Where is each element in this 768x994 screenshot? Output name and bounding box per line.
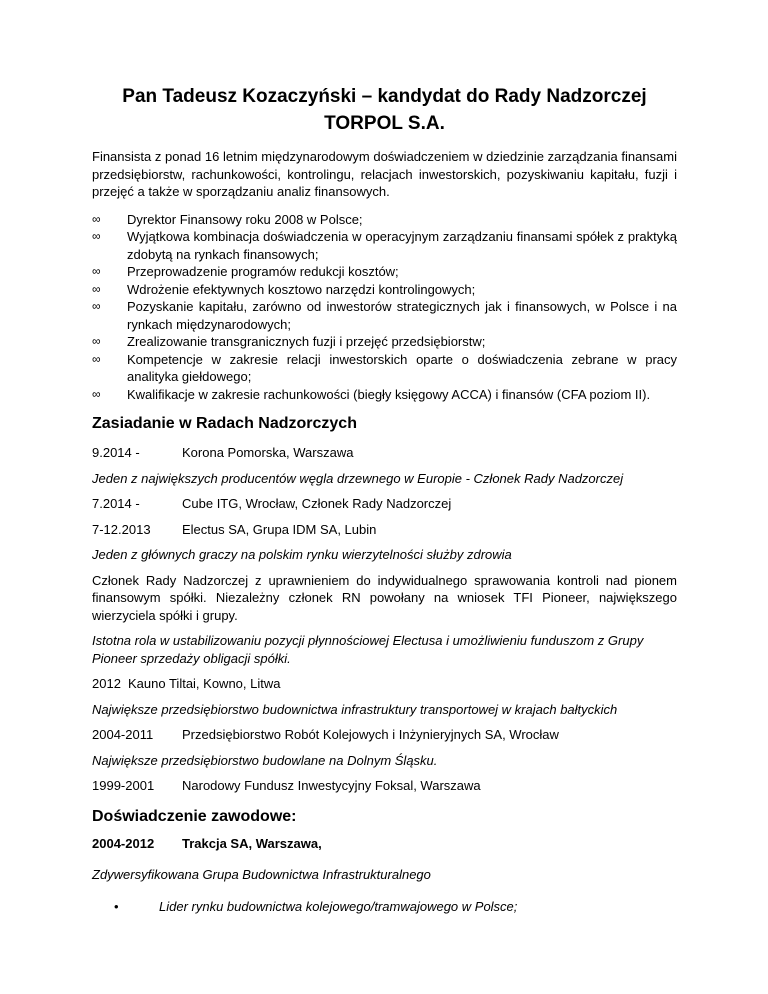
qualification-text: Przeprowadzenie programów redukcji kosztów;	[127, 264, 399, 279]
experience-bullet	[92, 898, 677, 916]
board-date: 2004-2011	[92, 727, 154, 742]
board-date: 7.2014 -	[92, 496, 140, 511]
board-description: Członek Rady Nadzorczej z uprawnieniem do indywidualnego sprawowania kontroli nad pionem finansowym spółki. Niezależny członek RN powołany na wniosek TFI Pioneer, największego wierzyciela spółki i grupy.	[92, 572, 677, 623]
infinity-bullet-icon: ∞	[92, 386, 101, 401]
qualification-text: Dyrektor Finansowy roku 2008 w Polsce;	[127, 211, 363, 227]
board-entry	[92, 444, 677, 462]
infinity-bullet-icon: ∞	[92, 264, 101, 278]
qualification-text: Wyjątkowa kombinacja doświadczenia w operacyjnym zarządzaniu finansami spółek z praktyką zdobytą na rynkach finansowych;	[127, 229, 677, 262]
qualification-item	[92, 281, 677, 299]
board-note: Jeden z największych producentów węgla drzewnego w Europie - Członek Rady Nadzorczej	[92, 470, 624, 486]
board-company: Cube ITG, Wrocław, Członek Rady Nadzorczej	[182, 496, 452, 511]
board-entry	[92, 495, 677, 513]
qualifications-list	[92, 211, 677, 404]
infinity-bullet-icon: ∞	[92, 281, 101, 296]
board-date: 7-12.2013	[92, 521, 151, 537]
board-entry	[92, 521, 677, 539]
qualification-text: Kompetencje w zakresie relacji inwestorskich oparte o doświadczenia zebrane w pracy analityka giełdowego;	[127, 351, 677, 384]
qualification-item	[92, 211, 677, 229]
experience-entry	[92, 835, 677, 853]
board-company: Electus SA, Grupa IDM SA, Lubin	[182, 521, 377, 537]
qualification-item	[92, 263, 677, 281]
qualification-item	[92, 386, 677, 404]
qualification-text: Kwalifikacje w zakresie rachunkowości (biegły księgowy ACCA) i finansów (CFA poziom II).	[127, 386, 651, 402]
board-note: Jeden z głównych graczy na polskim rynku wierzytelności służby zdrowia	[92, 547, 512, 562]
board-entry	[92, 777, 677, 795]
document-title: Pan Tadeusz Kozaczyński – kandydat do Rady Nadzorczej TORPOL S.A.	[122, 86, 647, 134]
experience-bullet-text: Lider rynku budownictwa kolejowego/tramwajowego w Polsce;	[159, 898, 518, 914]
board-company: Narodowy Fundusz Inwestycyjny Foksal, Warszawa	[182, 778, 481, 793]
qualification-item	[92, 298, 677, 333]
infinity-bullet-icon: ∞	[92, 211, 101, 226]
infinity-bullet-icon: ∞	[92, 299, 101, 313]
board-note: Istotna rola w ustabilizowaniu pozycji płynnościowej Electusa i umożliwieniu funduszom z Grupy Pioneer sprzedaży obligacji spółki.	[92, 633, 644, 666]
infinity-bullet-icon: ∞	[92, 351, 101, 366]
qualification-item	[92, 228, 677, 263]
qualification-text: Wdrożenie efektywnych kosztowo narzędzi kontrolingowych;	[127, 281, 476, 297]
infinity-bullet-icon: ∞	[92, 229, 101, 243]
experience-company: Trakcja SA, Warszawa,	[182, 835, 322, 851]
experience-heading: Doświadczenie zawodowe:	[92, 807, 297, 825]
board-company: Przedsiębiorstwo Robót Kolejowych i Inżynieryjnych SA, Wrocław	[182, 727, 559, 742]
board-entry	[92, 675, 677, 693]
qualification-item	[92, 333, 677, 351]
document-content	[92, 83, 677, 915]
board-note: Największe przedsiębiorstwo budownictwa infrastruktury transportowej w krajach bałtyckich	[92, 701, 618, 717]
qualification-text: Pozyskanie kapitału, zarówno od inwestorów strategicznych jak i finansowych, w Polsce i na rynkach międzynarodowych;	[127, 299, 677, 332]
boards-heading: Zasiadanie w Radach Nadzorczych	[92, 415, 357, 432]
board-date: 1999-2001	[92, 778, 155, 793]
infinity-bullet-icon: ∞	[92, 334, 101, 348]
qualification-item	[92, 351, 677, 386]
board-company: Korona Pomorska, Warszawa	[182, 445, 354, 460]
board-note: Największe przedsiębiorstwo budowlane na Dolnym Śląsku.	[92, 752, 438, 768]
board-date: 9.2014 -	[92, 445, 140, 460]
qualification-text: Zrealizowanie transgranicznych fuzji i przejęć przedsiębiorstw;	[127, 334, 486, 349]
experience-note: Zdywersyfikowana Grupa Budownictwa Infrastrukturalnego	[92, 867, 431, 882]
board-date: 2012	[92, 676, 121, 691]
board-company: Kauno Tiltai, Kowno, Litwa	[128, 676, 281, 691]
intro-paragraph: Finansista z ponad 16 letnim międzynarodowym doświadczeniem w dziedzinie zarządzania finansami przedsiębiorstw, rachunkowości, kontrolingu, relacjach inwestorskich, pozyskiwaniu kapitału, fuzji i przejęć a także w sporządzaniu analiz finansowych.	[92, 149, 677, 199]
experience-date: 2004-2012	[92, 835, 155, 851]
boards-section	[92, 444, 677, 795]
bullet-dot: •	[114, 898, 119, 914]
board-entry	[92, 726, 677, 744]
